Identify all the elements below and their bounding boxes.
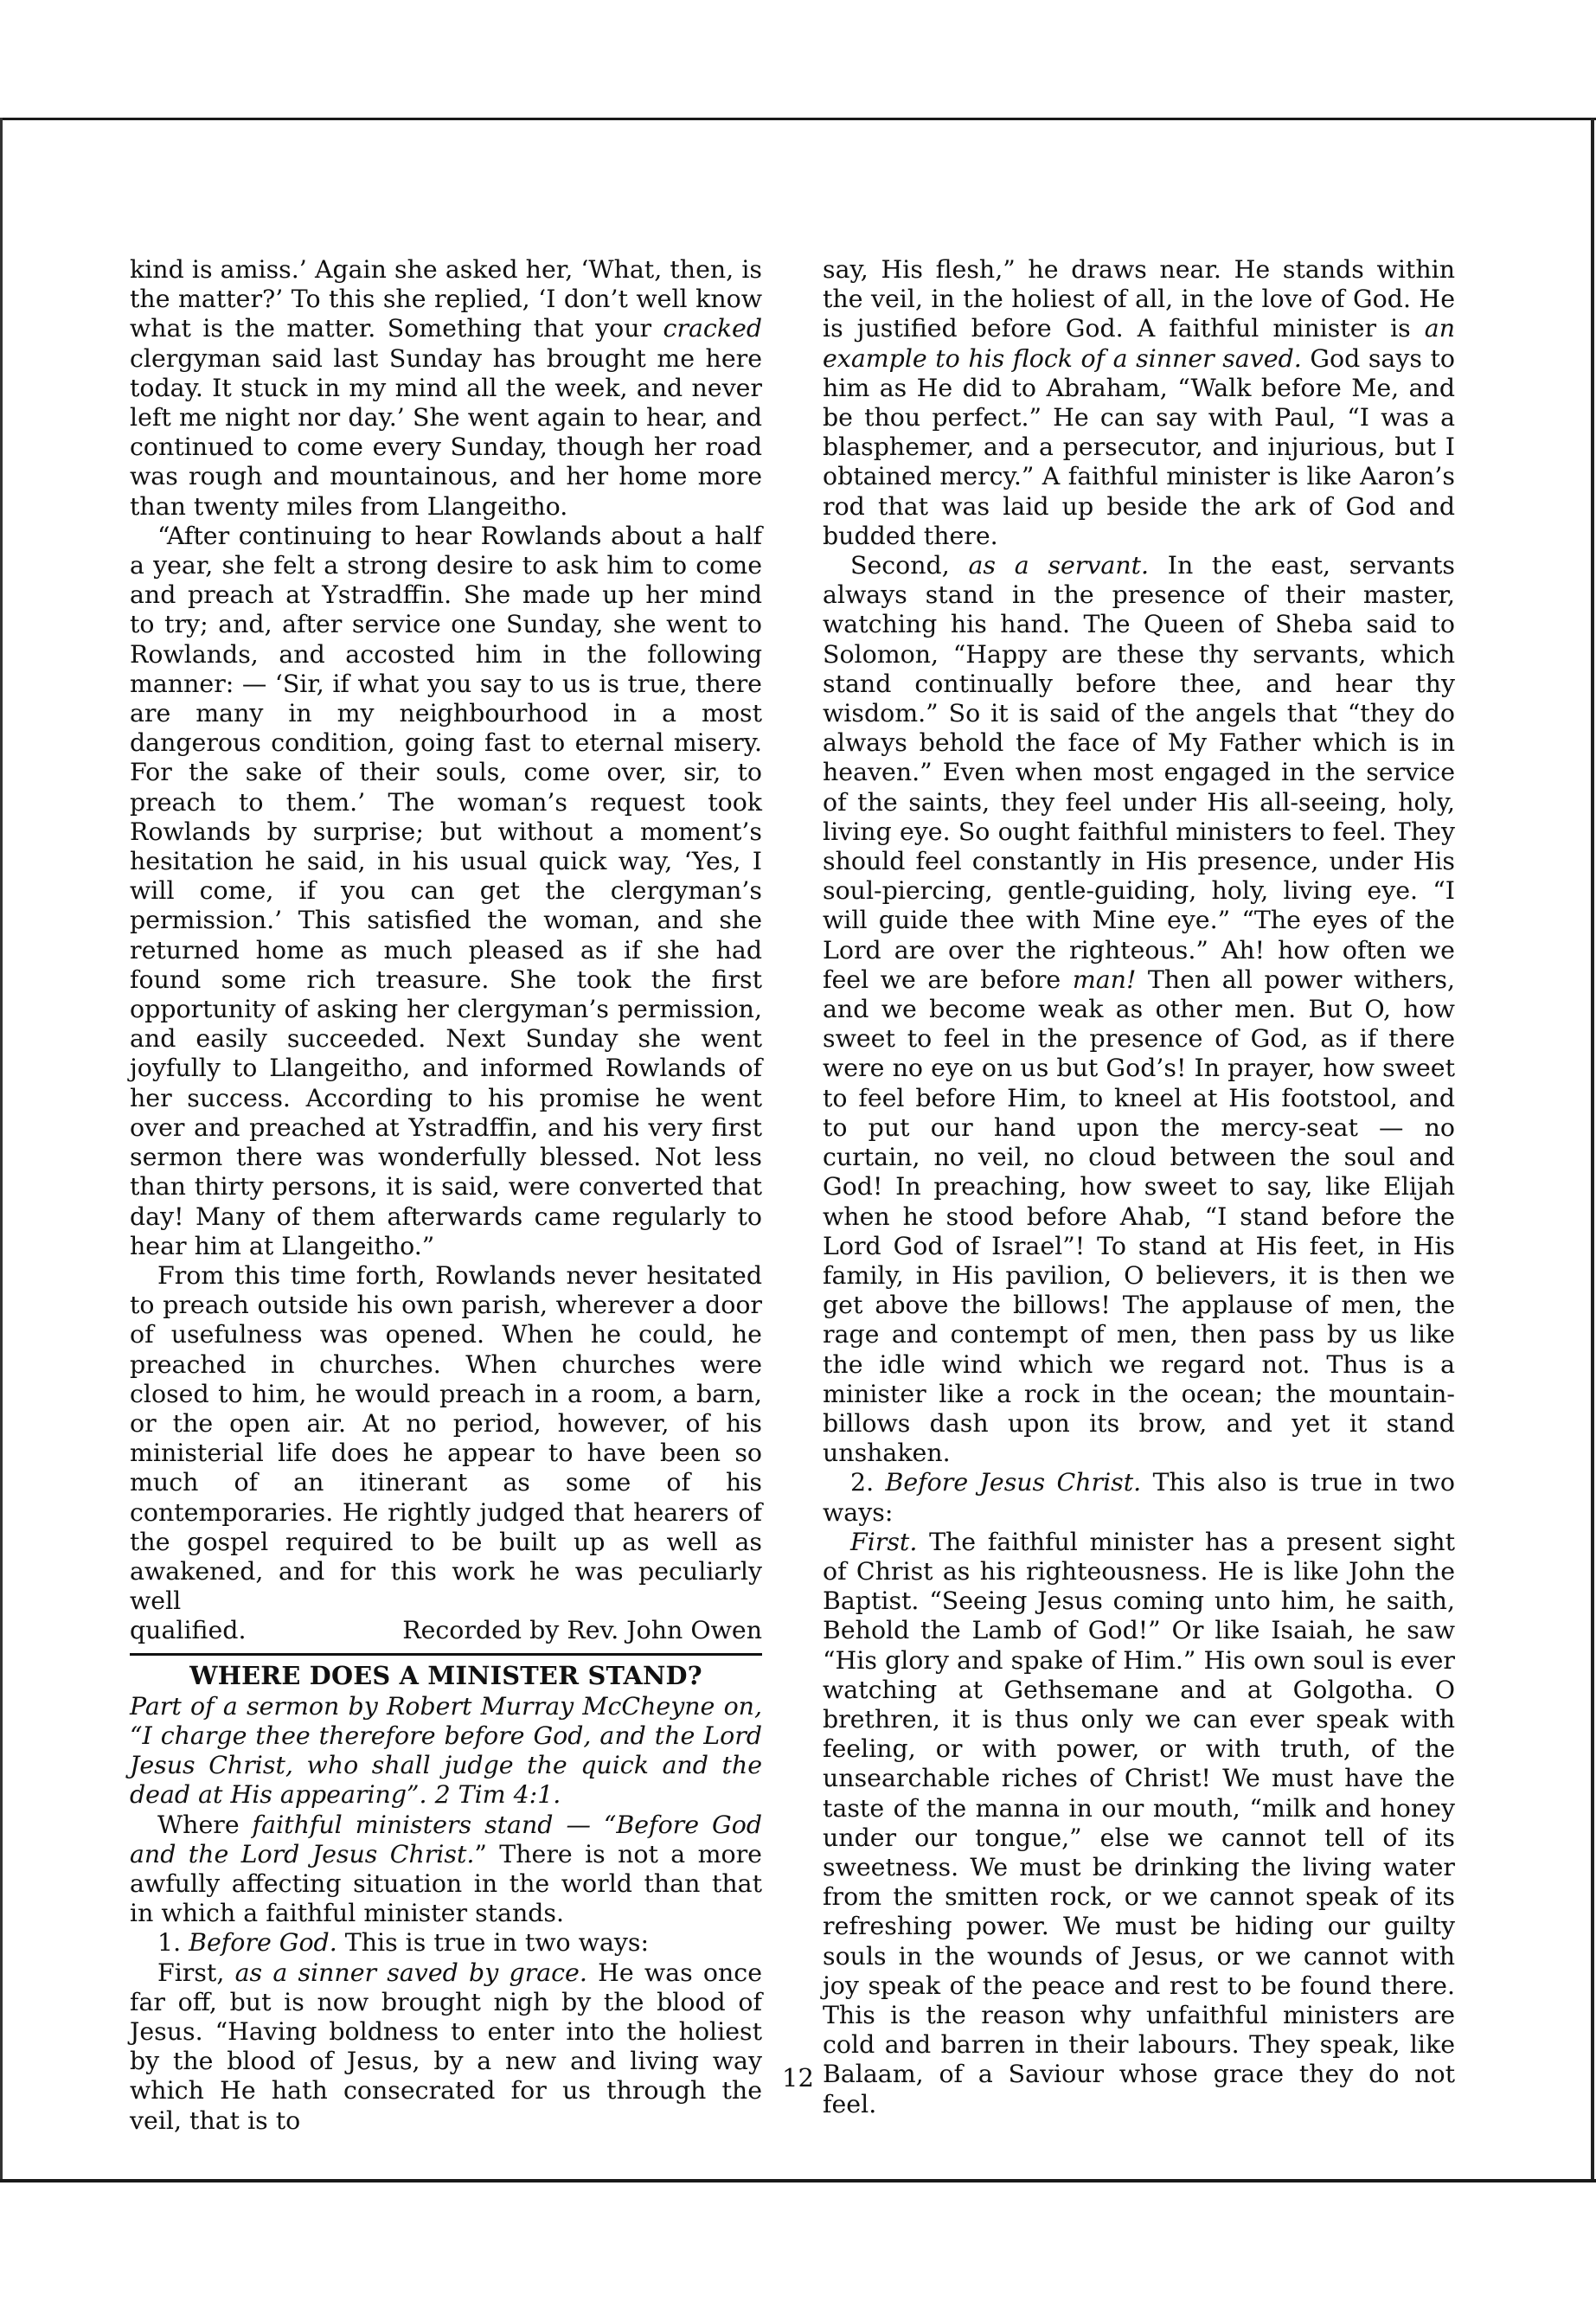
- text-run: Then all power withers, and we become weak as other men. But O, how sweet to feel in the presence of God, as if there were no eye on us but God’s! In prayer, how sweet to feel before Him, to kneel at His footstool, and to put our hand upon the mercy-seat — no curtain, no veil, no cloud between the soul and God! In preaching, how sweet to say, like Elijah when he stood before Ahab, “I stand before the Lord God of Israel”! To stand at His feet, in His family, in His pavilion, O believers, it is then we get above the billows! The applause of men, the rage and contempt of men, then pass by us like the idle wind which we regard not. Thus is a minister like a rock in the ocean; the mountain-billows dash upon its brow, and yet it stand unshaken.: [823, 965, 1455, 1468]
- left-column: [130, 255, 762, 2136]
- text-run: The faithful minister has a present sight of Christ as his righteousness. He is like John the Baptist. “Seeing Jesus coming unto him, he saith, Behold the Lamb of God!” Or like Isaiah, he saw “His glory and spake of Him.” His own soul is ever watching at Gethsemane and at Golgotha. O brethren, it is thus only we can ever speak with feeling, or with power, or with truth, of the unsearchable riches of Christ! We must have the taste of the manna in our mouth, “milk and honey under our tongue,” else we cannot tell of its sweetness. We must be drinking the living water from the smitten rock, or we cannot speak of its refreshing power. We must be hiding our guilty souls in the wounds of Jesus, or we cannot with joy speak of the peace and rest to be found there. This is the reason why unfaithful ministers are cold and barren in their labours. They speak, like Balaam, of a Saviour whose grace they do not feel.: [823, 1527, 1455, 2118]
- left-paragraph-4: [130, 1811, 762, 1929]
- emphasis-cracked: cracked: [663, 314, 762, 343]
- scan-bottom-border: [0, 2179, 1596, 2182]
- text-run: This is true in two ways:: [337, 1928, 650, 1958]
- emphasis: as a servant.: [968, 551, 1150, 580]
- left-paragraph-5: [130, 1928, 762, 1958]
- text-run: In the east, servants always stand in the presence of their master, watching his hand. The Queen of Sheba said to Solomon, “Happy are these thy servants, which stand continually before thee, and hear thy wisdom.” So it is said of the angels that “they do always behold the face of My Father which is in heaven.” Even when most engaged in the service of the saints, they feel under His all-seeing, holy, living eye. So ought faithful ministers to feel. They should feel constantly in His presence, under His soul-piercing, gentle-guiding, holy, living eye. “I will guide thee with Mine eye.” “The eyes of the Lord are over the righteous.” Ah! how often we feel we are before: [823, 551, 1455, 994]
- text-run: 2.: [850, 1468, 886, 1497]
- emphasis: an example to his flock of a sinner saved.: [823, 314, 1455, 373]
- text-run: God says to him as He did to Abraham, “Walk before Me, and be thou perfect.” He can say with Paul, “I was a blasphemer, and a persecutor, and injurious, but I obtained mercy.” A faithful minister is like Aaron’s rod that was laid up beside the ark of God and budded there.: [823, 343, 1455, 550]
- scan-top-border: [0, 118, 1596, 120]
- left-paragraph-2: “After continuing to hear Rowlands about a half a year, she felt a strong desire to ask him to come and preach at Ystradffin. She made up her mind to try; and, after service one Sunday, she went to Rowlands, and accosted him in the following manner: — ‘Sir, if what you say to us is true, there are many in my neighbourhood in a most dangerous condition, going fast to eternal misery. For the sake of their souls, come over, sir, to preach to them.’ The woman’s request took Rowlands by surprise; but without a moment’s hesitation he said, in his usual quick way, ‘Yes, I will come, if you can get the clergyman’s permission.’ This satisfied the woman, and she returned home as much pleased as if she had found some rich treasure. She took the first opportunity of asking her clergyman’s permission, and easily succeeded. Next Sunday she went joyfully to Llangeitho, and informed Rowlands of her success. According to his promise he went over and preached at Ystradffin, and his very first sermon there was wonderfully blessed. Not less than thirty persons, it is said, were converted that day! Many of them afterwards came regularly to hear him at Llangeitho.”: [130, 521, 762, 1260]
- emphasis: faithful ministers stand — “Before God and the Lord Jesus Christ.: [130, 1810, 763, 1868]
- emphasis: Before Jesus Christ.: [885, 1468, 1142, 1497]
- right-paragraph-3: [823, 1468, 1455, 1527]
- credit: Recorded by Rev. John Owen: [402, 1616, 762, 1645]
- signature-line: [130, 1616, 762, 1645]
- page-number: 12: [782, 2063, 814, 2093]
- emphasis: as a sinner saved by grace.: [234, 1958, 587, 1987]
- left-paragraph-6: [130, 1958, 762, 2136]
- text-run: This also is true in two ways:: [823, 1468, 1455, 1527]
- emphasis: man!: [1072, 965, 1137, 994]
- left-paragraph-3: From this time forth, Rowlands never hesitated to preach outside his own parish, wherever a door of usefulness was opened. When he could, he preached in churches. When churches were closed to him, he would preach in a room, a barn, or the open air. At no period, however, of his ministerial life does he appear to have been so much of an itinerant as some of his contemporaries. He rightly judged that hearers of the gospel required to be built up as well as awakened, and for this work he was peculiarly well: [130, 1260, 762, 1616]
- text-run: say, His flesh,” he draws near. He stands within the veil, in the holiest of all, in the love of God. He is justified before God. A faithful minister is: [823, 255, 1455, 343]
- section-heading: WHERE DOES A MINISTER STAND?: [189, 1660, 702, 1690]
- last-word: qualified.: [130, 1616, 247, 1645]
- emphasis: Before God.: [189, 1928, 337, 1958]
- emphasis: First.: [850, 1527, 918, 1556]
- text-run: Where: [157, 1810, 253, 1839]
- text-run: ” There is not a more awfully affecting situation in the world than that in which a faithful minister stands.: [130, 1839, 762, 1928]
- text-run: He was once far off, but is now brought nigh by the blood of Jesus. “Having boldness to enter into the holiest by the blood of Jesus, by a new and living way which He hath consecrated for us through the veil, that is to: [130, 1958, 762, 2135]
- text-run: Second,: [850, 551, 969, 580]
- text-run: First,: [157, 1958, 235, 1987]
- left-paragraph-1: [130, 255, 762, 522]
- scan-right-border: [1591, 118, 1594, 2182]
- right-paragraph-2: [823, 551, 1455, 1468]
- text-run: kind is amiss.’ Again she asked her, ‘What, then, is the matter?’ To this she replied, ‘I don’t well know what is the matter. Something that your: [130, 255, 762, 343]
- text-run: 1.: [157, 1928, 189, 1958]
- scan-left-border: [0, 118, 3, 2182]
- right-paragraph-4: [823, 1528, 1455, 2119]
- right-column: [823, 255, 1455, 2119]
- section-divider: [130, 1653, 762, 1656]
- text-run: clergyman said last Sunday has brought me here today. It stuck in my mind all the week, and never left me night nor day.’ She went again to hear, and continued to come every Sunday, though her road was rough and mountainous, and her home more than twenty miles from Llangeitho.: [130, 343, 762, 521]
- right-paragraph-1: [823, 255, 1455, 551]
- sermon-intro: Part of a sermon by Robert Murray McCheyne on, “I charge thee therefore before God, and the Lord Jesus Christ, who shall judge the quick and the dead at His appearing”. 2 Tim 4:1.: [130, 1691, 762, 1810]
